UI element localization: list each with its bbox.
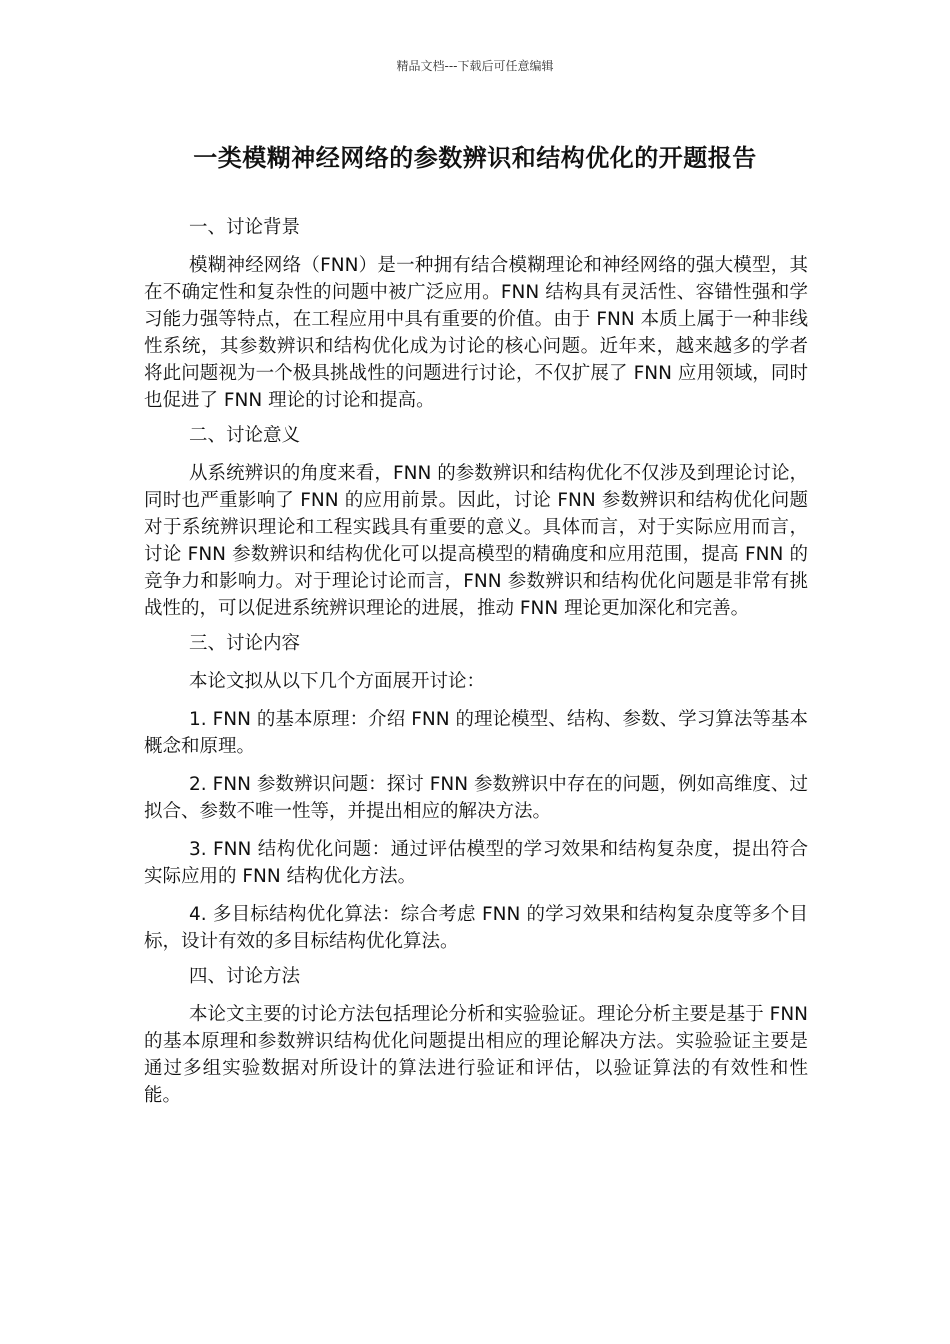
section-heading-content: 三、讨论内容	[189, 633, 301, 654]
section-heading-methods: 四、讨论方法	[189, 966, 301, 987]
list-item-multi-objective: 4. 多目标结构优化算法：综合考虑 FNN 的学习效果和结构复杂度等多个目标，设计有效的多目标结构优化算法。	[144, 904, 808, 952]
paragraph-methods: 本论文主要的讨论方法包括理论分析和实验验证。理论分析主要是基于 FNN 的基本原理和参数辨识结构优化问题提出相应的理论解决方法。实验验证主要是通过多组实验数据对所设计的算法进行验证和评估，以验证算法的有效性和性能。	[144, 1004, 808, 1106]
page-header-note: 精品文档---下载后可任意编辑	[396, 59, 554, 73]
document-body	[144, 214, 808, 1109]
list-item-structure-optimization: 3. FNN 结构优化问题：通过评估模型的学习效果和结构复杂度，提出符合实际应用的 FNN 结构优化方法。	[144, 839, 808, 887]
section-heading-background: 一、讨论背景	[189, 217, 301, 238]
paragraph-content-intro: 本论文拟从以下几个方面展开讨论：	[189, 671, 486, 692]
paragraph-background: 模糊神经网络（FNN）是一种拥有结合模糊理论和神经网络的强大模型，其在不确定性和复杂性的问题中被广泛应用。FNN 结构具有灵活性、容错性强和学习能力强等特点，在工程应用中具有重要的价值。由于 FNN 本质上属于一种非线性系统，其参数辨识和结构优化成为讨论的核心问题。近年来，越来越多的学者将此问题视为一个极具挑战性的问题进行讨论，不仅扩展了 FNN 应用领域，同时也促进了 FNN 理论的讨论和提高。	[144, 255, 808, 411]
document-title: 一类模糊神经网络的参数辨识和结构优化的开题报告	[193, 144, 757, 172]
section-heading-significance: 二、讨论意义	[189, 425, 301, 446]
list-item-parameter-identification: 2. FNN 参数辨识问题：探讨 FNN 参数辨识中存在的问题，例如高维度、过拟合、参数不唯一性等，并提出相应的解决方法。	[144, 774, 808, 822]
list-item-principles: 1. FNN 的基本原理：介绍 FNN 的理论模型、结构、参数、学习算法等基本概念和原理。	[144, 709, 808, 757]
paragraph-significance: 从系统辨识的角度来看，FNN 的参数辨识和结构优化不仅涉及到理论讨论，同时也严重影响了 FNN 的应用前景。因此，讨论 FNN 参数辨识和结构优化问题对于系统辨识理论和工程实践具有重要的意义。具体而言，对于实际应用而言，讨论 FNN 参数辨识和结构优化可以提高模型的精确度和应用范围，提高 FNN 的竞争力和影响力。对于理论讨论而言，FNN 参数辨识和结构优化问题是非常有挑战性的，可以促进系统辨识理论的进展，推动 FNN 理论更加深化和完善。	[144, 463, 808, 619]
